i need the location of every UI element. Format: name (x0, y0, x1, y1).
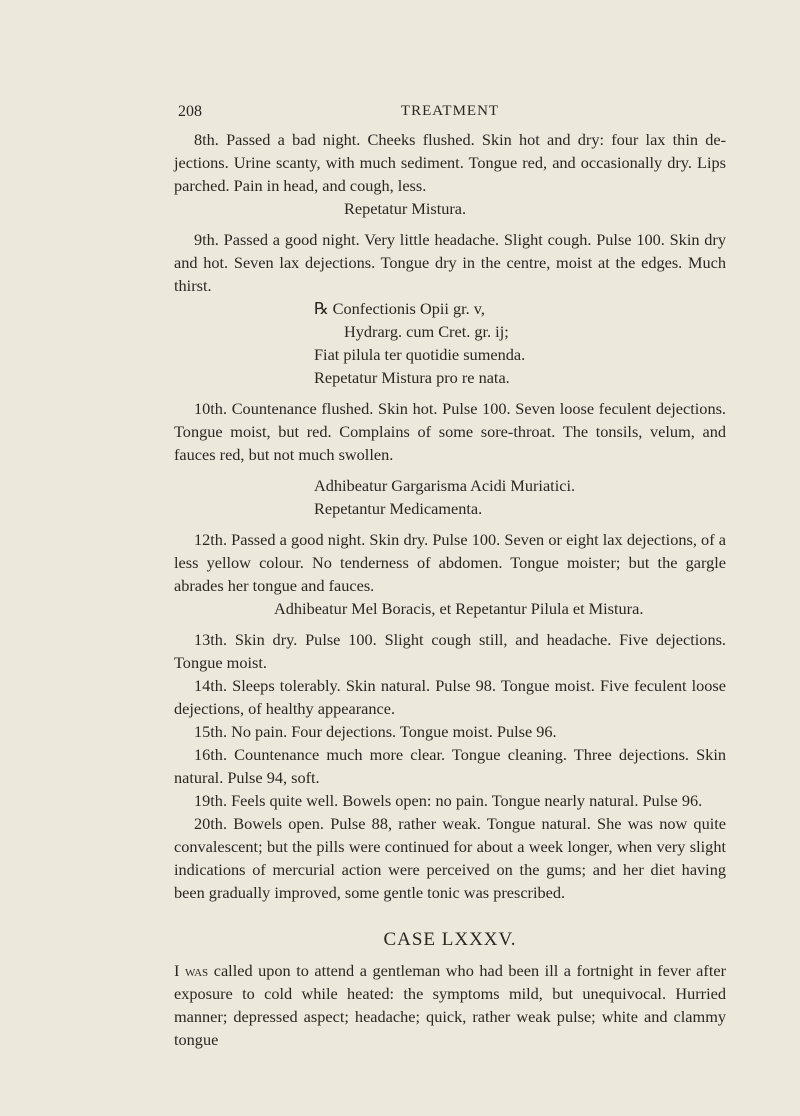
page-header (174, 103, 726, 127)
entry-12th: 12th. Passed a good night. Skin dry. Pulse 100. Seven or eight lax dejections, of a less yellow colour. No tenderness of abdomen. Tongue moister; but the gargle abrades her tongue and fauces. (174, 530, 726, 595)
entry-15th: 15th. No pain. Four dejections. Tongue moist. Pulse 96. (194, 722, 557, 741)
prescription-line: Repetantur Medicamenta. (314, 499, 483, 518)
entry-9th: 9th. Passed a good night. Very little headache. Slight cough. Pulse 100. Skin dry and hot. Seven lax dejections. Tongue dry in the centre, moist at the edges. Much thirst. (174, 230, 726, 295)
page-number: 208 (178, 103, 202, 120)
case-text: called upon to attend a gentleman who had been ill a fortnight in fever after exposure to cold while heated: the symptoms mild, but unequivocal. Hurried manner; depressed aspect; headache; quick, rather weak pulse; white and clammy tongue (174, 961, 726, 1049)
case-paragraph (174, 959, 726, 1051)
prescription-line: Hydrarg. cum Cret. gr. ij; (344, 322, 509, 341)
prescription-line: Adhibeatur Mel Boracis, et Repetantur Pilula et Mistura. (274, 599, 644, 618)
case-first-word: I was (174, 961, 209, 980)
entry-13th: 13th. Skin dry. Pulse 100. Slight cough still, and headache. Five dejections. Tongue moist. (174, 630, 726, 672)
entry-14th: 14th. Sleeps tolerably. Skin natural. Pulse 98. Tongue moist. Five feculent loose dejections, of healthy appearance. (174, 676, 726, 718)
running-head: TREATMENT (400, 103, 500, 119)
prescription-line: Repetatur Mistura. (344, 199, 467, 218)
entry-16th: 16th. Countenance much more clear. Tongue cleaning. Three dejections. Skin natural. Pulse 94, soft. (174, 745, 726, 787)
prescription-line: Fiat pilula ter quotidie sumenda. (314, 345, 526, 364)
case-title: CASE LXXXV. (383, 929, 517, 950)
prescription-line: Repetatur Mistura pro re nata. (314, 368, 510, 387)
entry-8th: 8th. Passed a bad night. Cheeks flushed. Skin hot and dry: four lax thin dejections. Urine scanty, with much sediment. Tongue red, and occasionally dry. Lips parched. Pain in head, and cough, less. (174, 130, 726, 195)
page-body (174, 128, 726, 1051)
entry-10th: 10th. Countenance flushed. Skin hot. Pulse 100. Seven loose feculent dejections. Tongue moist, but red. Complains of some sore-throat. The tonsils, velum, and fauces red, but not much swollen. (174, 399, 726, 464)
entry-20th: 20th. Bowels open. Pulse 88, rather weak. Tongue natural. She was now quite convalescent; but the pills were continued for about a week longer, when very slight indications of mercurial action were perceived on the gums; and her diet having been gradually improved, some gentle tonic was prescribed. (174, 814, 726, 902)
prescription-line: Adhibeatur Gargarisma Acidi Muriatici. (314, 476, 576, 495)
prescription-rx: ℞ Confectionis Opii gr. v, (314, 299, 485, 318)
entry-19th: 19th. Feels quite well. Bowels open: no pain. Tongue nearly natural. Pulse 96. (194, 791, 703, 810)
